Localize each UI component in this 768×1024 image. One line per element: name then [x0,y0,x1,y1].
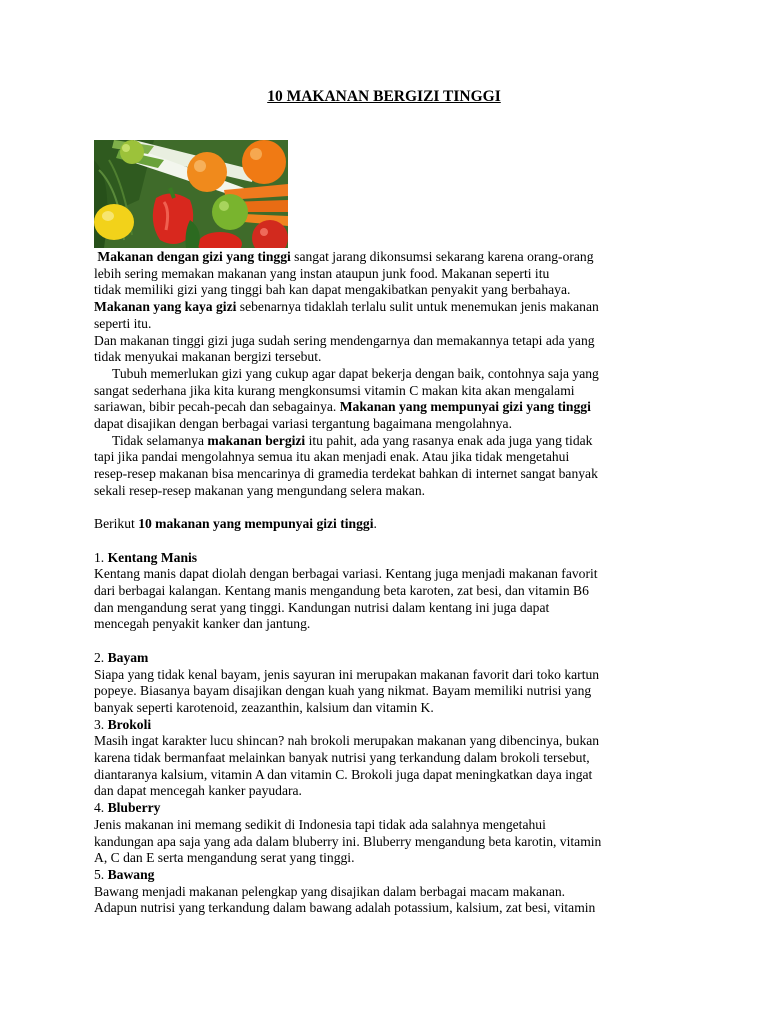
para3-bold: makanan bergizi [207,432,306,448]
para2-line-2: sangat sederhana jika kita kurang mengkonsumsi vitamin C makan kita akan mengalami [94,382,575,398]
item-name: Kentang Manis [107,549,198,565]
item-heading: 3. Brokoli [94,716,152,732]
para3-line-1: Tidak selamanya makanan bergizi itu pahit, ada yang rasanya enak ada juga yang tidak [112,432,593,448]
intro-line-2: lebih sering memakan makanan yang instan ataupun junk food. Makanan seperti itu [94,265,550,281]
intro-line-7: tidak menyukai makanan bergizi tersebut. [94,349,322,365]
item-text-line: kandungan apa saja yang ada dalam bluberry ini. Bluberry mengandung beta karotin, vitamin [94,833,602,849]
item-name: Bluberry [107,800,161,816]
item-text-line: banyak seperti karotenoid, zeazanthin, kalsium dan vitamin K. [94,699,434,715]
document-title: 10 MAKANAN BERGIZI TINGGI [267,88,501,105]
item-text-line: mencegah penyakit kanker dan jantung. [94,616,311,632]
item-heading: 2. Bayam [94,649,149,665]
para3-line-2: tapi jika pandai mengolahnya semua itu akan menjadi enak. Atau jika tidak mengetahui [94,449,570,465]
para2-bold: Makanan yang mempunyai gizi yang tinggi [339,399,591,415]
para2-line-4: dapat disajikan dengan berbagai variasi tergantung bagaimana mengolahnya. [94,416,512,432]
para3-line-3: resep-resep makanan bisa mencarinya di gramedia terdekat bahkan di internet sangat banyak [94,466,598,482]
item-text-line: dari berbagai kalangan. Kentang manis mengandung beta karoten, zat besi, dan vitamin B6 [94,583,589,599]
intro-line-4: Makanan yang kaya gizi sebenarnya tidaklah terlalu sulit untuk menemukan jenis makanan [94,299,599,315]
item-text-line: Adapun nutrisi yang terkandung dalam bawang adalah potassium, kalsium, zat besi, vitamin [94,900,596,916]
intro-bold-2: Makanan yang kaya gizi [94,299,237,315]
item-text-line: Masih ingat karakter lucu shincan? nah brokoli merupakan makanan yang dibencinya, bukan [94,733,600,749]
item-name: Brokoli [107,716,152,732]
item-name: Bayam [107,649,149,665]
intro-line-5: seperti itu. [94,315,152,331]
item-text-line: Jenis makanan ini memang sedikit di Indonesia tapi tidak ada salahnya mengetahui [94,816,546,832]
item-heading: 1. Kentang Manis [94,549,198,565]
intro-bold-1: Makanan dengan gizi yang tinggi [97,249,291,264]
para2-line-1: Tubuh memerlukan gizi yang cukup agar dapat bekerja dengan baik, contohnya saja yang [112,365,599,381]
item-text-line: dan dapat mencegah kanker payudara. [94,783,302,799]
item-text-line: Bawang menjadi makanan pelengkap yang disajikan dalam berbagai macam makanan. [94,883,566,899]
item-text-line: diantaranya kalsium, vitamin A dan vitamin C. Brokoli juga dapat meningkatkan daya ingat [94,766,593,782]
item-text-line: dan mengandung serat yang tinggi. Kandungan nutrisi dalam kentang ini juga dapat [94,599,550,615]
intro-line-6: Dan makanan tinggi gizi juga sudah sering mendengarnya dan memakannya tetapi ada yang [94,332,595,348]
list-intro: Berikut 10 makanan yang mempunyai gizi tinggi. [94,516,377,532]
intro-line-3: tidak memiliki gizi yang tinggi bah kan dapat mengakibatkan penyakit yang berbahaya. [94,282,571,298]
item-text-line: Siapa yang tidak kenal bayam, jenis sayuran ini merupakan makanan favorit dari toko kartun [94,666,600,682]
item-name: Bawang [107,866,155,882]
list-intro-bold: 10 makanan yang mempunyai gizi tinggi [138,516,374,532]
vegetables-photo [94,140,288,248]
item-text-line: popeye. Biasanya bayam disajikan dengan kuah yang nikmat. Bayam memiliki nutrisi yang [94,683,592,699]
item-text-line: karena tidak bermanfaat melainkan banyak nutrisi yang terkandung dalam brokoli tersebut, [94,750,590,766]
intro-line-1: Makanan dengan gizi yang tinggi sangat jarang dikonsumsi sekarang karena orang-orang [97,249,594,264]
item-text-line: Kentang manis dapat diolah dengan berbagai variasi. Kentang juga menjadi makanan favorit [94,566,598,582]
article-body [94,249,674,917]
para3-line-4: sekali resep-resep makanan yang mengundang selera makan. [94,482,426,498]
item-text-line: A, C dan E serta mengandung serat yang tinggi. [94,850,355,866]
item-heading: 4. Bluberry [94,800,161,816]
para2-line-3: sariawan, bibir pecah-pecah dan sebagainya. Makanan yang mempunyai gizi yang tinggi [94,399,591,415]
item-heading: 5. Bawang [94,866,155,882]
